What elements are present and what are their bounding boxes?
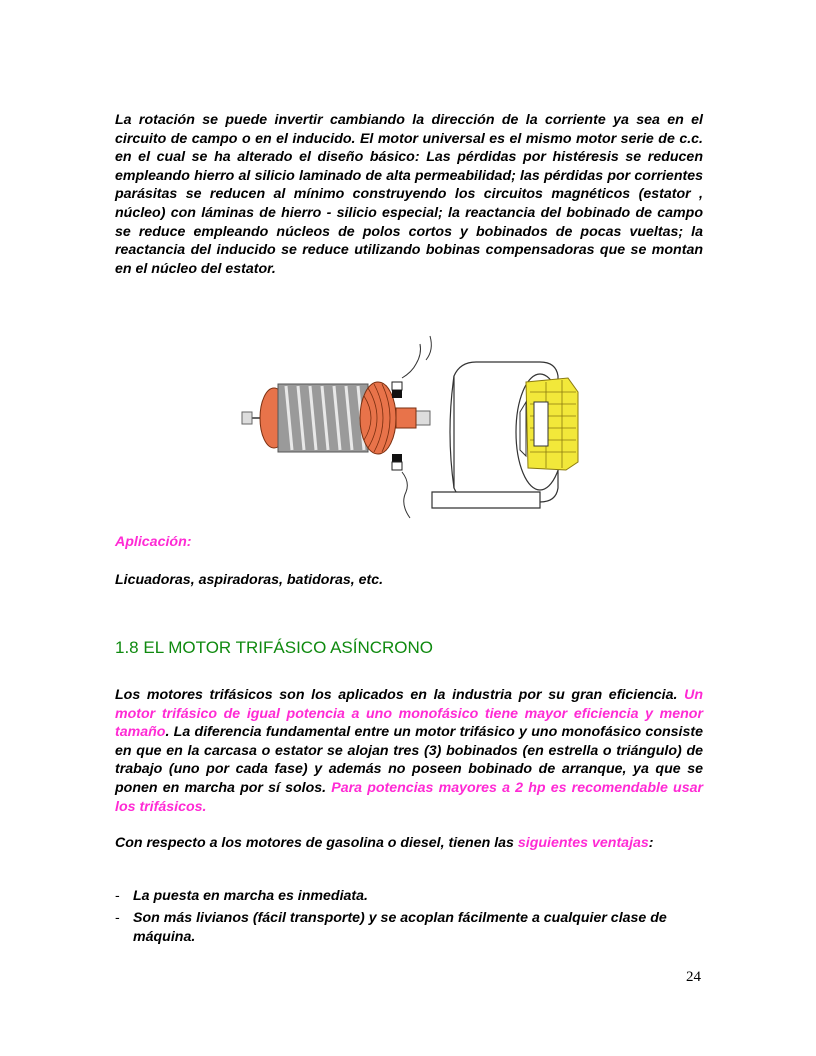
paragraph-text: : [648,835,654,851]
application-text: Licuadoras, aspiradoras, batidoras, etc. [115,572,384,588]
bullet-marker: - [115,888,120,904]
paragraph-text: Los motores trifásicos son los aplicados en la industria por su gran eficiencia. [115,687,685,703]
paragraph-advantages-intro [115,834,703,853]
universal-motor-illustration [240,332,612,530]
highlighted-text: siguientes ventajas [517,835,649,851]
paragraph-text: . La diferencia fundamental entre un motor trifásico y uno monofásico consiste en que en la carcasa o estator se alojan tres (3) bobinados (en estrella o triángulo) de trabajo (uno por cada fase) y además no poseen bobinado de arranque, ya que se ponen en marcha por sí solos. [115,724,703,796]
application-label: Aplicación: [115,534,192,550]
section-heading: 1.8 EL MOTOR TRIFÁSICO ASÍNCRONO [115,638,434,657]
list-item-text: Son más livianos (fácil transporte) y se acoplan fácilmente a cualquier clase de máquina. [133,910,667,945]
list-item [115,909,703,946]
list-item [115,887,703,906]
paragraph-universal-motor: La rotación se puede invertir cambiando la dirección de la corriente ya sea en el circuito de campo o en el inducido. El motor universal es el mismo motor serie de c.c. en el cual se ha alterado el diseño básico: Las pérdidas por histéresis se reducen empleando hierro al silicio laminado de alta permeabilidad; las pérdidas por corrientes parásitas se reducen al mínimo construyendo los circuitos magnéticos (estator , núcleo) con láminas de hierro - silicio especial; la reactancia del bobinado de campo se reduce empleando núcleos de polos cortos y bobinados de pocas vueltas; la reactancia del inducido se reduce utilizando bobinas compensadoras que se montan en el núcleo del estator. [115,112,703,277]
highlighted-text: Para potencias mayores a 2 hp es recomendable usar los trifásicos. [115,779,703,815]
highlighted-text: Un motor trifásico de igual potencia a uno monofásico tiene mayor eficiencia y menor tamaño [115,687,703,741]
list-item-text: La puesta en marcha es inmediata. [133,888,368,904]
bullet-marker: - [115,910,120,926]
paragraph-three-phase-motor [115,686,703,816]
page-number: 24 [686,969,701,985]
paragraph-text: Con respecto a los motores de gasolina o diesel, tienen las [115,835,518,851]
